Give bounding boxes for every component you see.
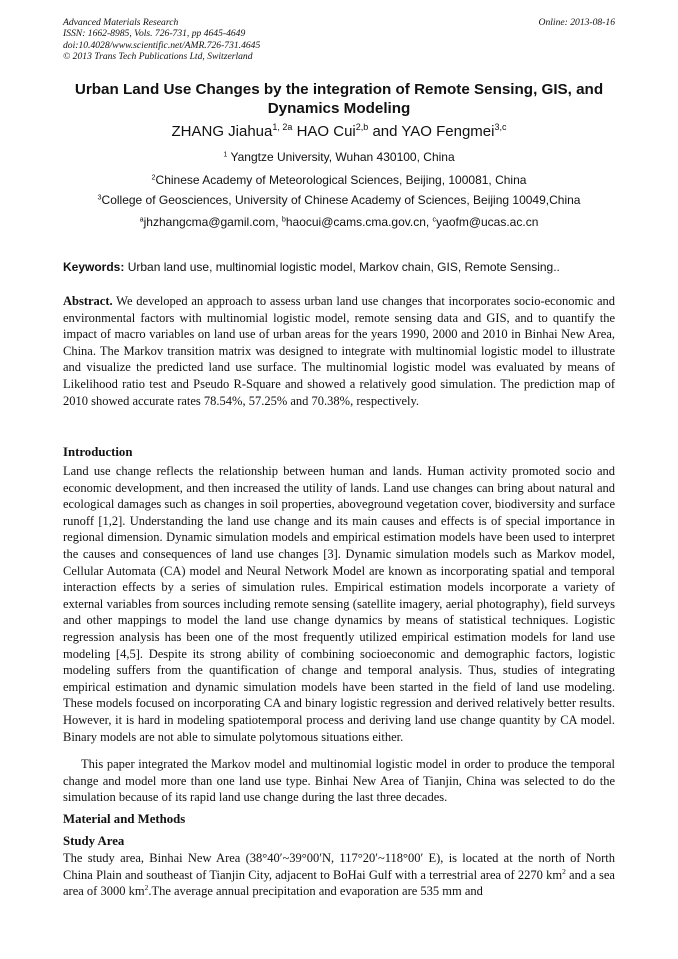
email-list (30, 215, 648, 230)
online-date: Online: 2013-08-16 (538, 17, 615, 28)
email-text: jhzhangcma@gamil.com, (143, 215, 282, 229)
journal-issn: ISSN: 1662-8985, Vols. 726-731, pp 4645-4649 (63, 28, 246, 40)
superscript: 2 (144, 883, 149, 893)
journal-doi: doi:10.4028/www.scientific.net/AMR.726-731.4645 (63, 39, 261, 51)
author-name: HAO Cui (296, 123, 356, 140)
journal-header (63, 17, 615, 62)
email-text: haocui@cams.cma.gov.cn, (285, 215, 433, 229)
paper-title: Urban Land Use Changes by the integration of Remote Sensing, GIS, and Dynamics Modeling (74, 81, 604, 117)
journal-name: Advanced Materials Research (63, 17, 179, 28)
study-area-text: and a sea area of 3000 km (63, 867, 615, 899)
author-affil-mark: 2,b (355, 122, 369, 133)
affiliation-2 (30, 173, 648, 188)
author-affil-mark: 1, 2a (272, 122, 293, 133)
study-area-paragraph (63, 850, 615, 900)
section-heading-introduction: Introduction (63, 445, 133, 459)
subsection-heading-study-area: Study Area (63, 834, 125, 848)
keywords-text: Urban land use, multinomial logistic model, Markov chain, GIS, Remote Sensing.. (124, 260, 560, 274)
affiliation-text: Chinese Academy of Meteorological Sciences, Beijing, 100081, China (155, 173, 527, 187)
affiliation-text: College of Geosciences, University of Chinese Academy of Sciences, Beijing 10049,China (101, 193, 581, 207)
author-joiner: and (368, 123, 402, 140)
intro-paragraph: This paper integrated the Markov model and multinomial logistic model in order to produce the temporal change and model more than one land use type. Binhai New Area of Tianjin, China was selected to do the simulation because of its rapid land use change during the last three decades. (63, 757, 615, 805)
email-mark: b (281, 214, 286, 224)
abstract (63, 293, 615, 409)
study-area-text: .The average annual precipitation and evaporation are 535 mm and (148, 884, 483, 899)
email-mark: c (432, 214, 437, 224)
keywords-label: Keywords: (63, 260, 125, 274)
email-mark: a (139, 214, 144, 224)
abstract-text: We developed an approach to assess urban land use changes that incorporates socio-economic and environmental factors with multinomial logistic model, remote sensing data and GIS, and to quantify the impact of macro variables on land use of urban areas for the years 1990, 2000 and 2010 in Binhai New Area, China. The Markov transition matrix was designed to integrate with multinomial logistic model to illustrate and visualize the predicted land use surface. The multinomial logistic model was evaluated by means of Likelihood ratio test and Pseudo R-Square and showed a relatively good simulation. The prediction map of 2010 showed accurate rates 78.54%, 57.25% and 70.38%, respectively. (63, 294, 615, 408)
affiliation-mark: 3 (97, 192, 102, 202)
affiliation-1 (30, 150, 648, 165)
author-name: YAO Fengmei (401, 123, 495, 140)
author-list (40, 122, 638, 142)
affiliation-text: Yangtze University, Wuhan 430100, China (227, 150, 455, 164)
journal-copyright: © 2013 Trans Tech Publications Ltd, Switzerland (63, 50, 253, 62)
abstract-label: Abstract. (63, 294, 113, 308)
study-area-text: The study area, Binhai New Area (38°40′~39°00′N, 117°20′~118°00′ E), is located at the north of North China Plain and southeast of Tianjin City, adjacent to BoHai Gulf with a terrestrial area of 2270 km (63, 851, 615, 882)
section-heading-material-methods: Material and Methods (63, 812, 186, 826)
affiliation-mark: 1 (223, 149, 228, 159)
affiliation-mark: 2 (151, 172, 156, 182)
superscript: 2 (562, 866, 566, 876)
author-affil-mark: 3,c (494, 122, 507, 133)
intro-paragraph: Land use change reflects the relationship between human and lands. Human activity promoted socio and economic development, and then increased the utility of lands. Land use changes can bring about natural and ecological damages such as changes in soil properties, aboveground vegetation cover, biodiversity and surface runoff [1,2]. Understanding the land use change and its main causes and effects is of special importance in regional dimension. Dynamic simulation models and empirical estimation models have been used to interpret the causes and consequences of land use changes [3]. Dynamic simulation models such as Markov model, Cellular Automata (CA) model and Neural Network Model are known as incorporating spatial and temporal interaction effects by a series of simulation rules. Empirical estimation models incorporate a variety of external variables from sources including remote sensing (satellite imagery, aerial photography), field surveys and other mappings to model the land use change dynamics by means of statistical techniques. Logistic regression analysis has been one of the most frequently utilized empirical estimation models for land use modeling [4,5]. Despite its strong ability of combining socioeconomic and demographic factors, logistic modeling suffers from the quantification of change and temporal analysis. Thus, studies of integrating empirical estimation and dynamic simulation models have been started in the field of land use modeling. These models focused on incorporating CA and binary logistic regression and derived relatively better results. However, it is hard in modeling spatiotemporal process and deriving land use change quantity by CA model. Binary models are not able to simulate polytomous situations either. (63, 464, 615, 744)
author-name: ZHANG Jiahua (171, 123, 273, 140)
keywords (63, 260, 618, 275)
affiliation-3 (30, 193, 648, 208)
email-text: yaofm@ucas.ac.cn (436, 215, 539, 229)
